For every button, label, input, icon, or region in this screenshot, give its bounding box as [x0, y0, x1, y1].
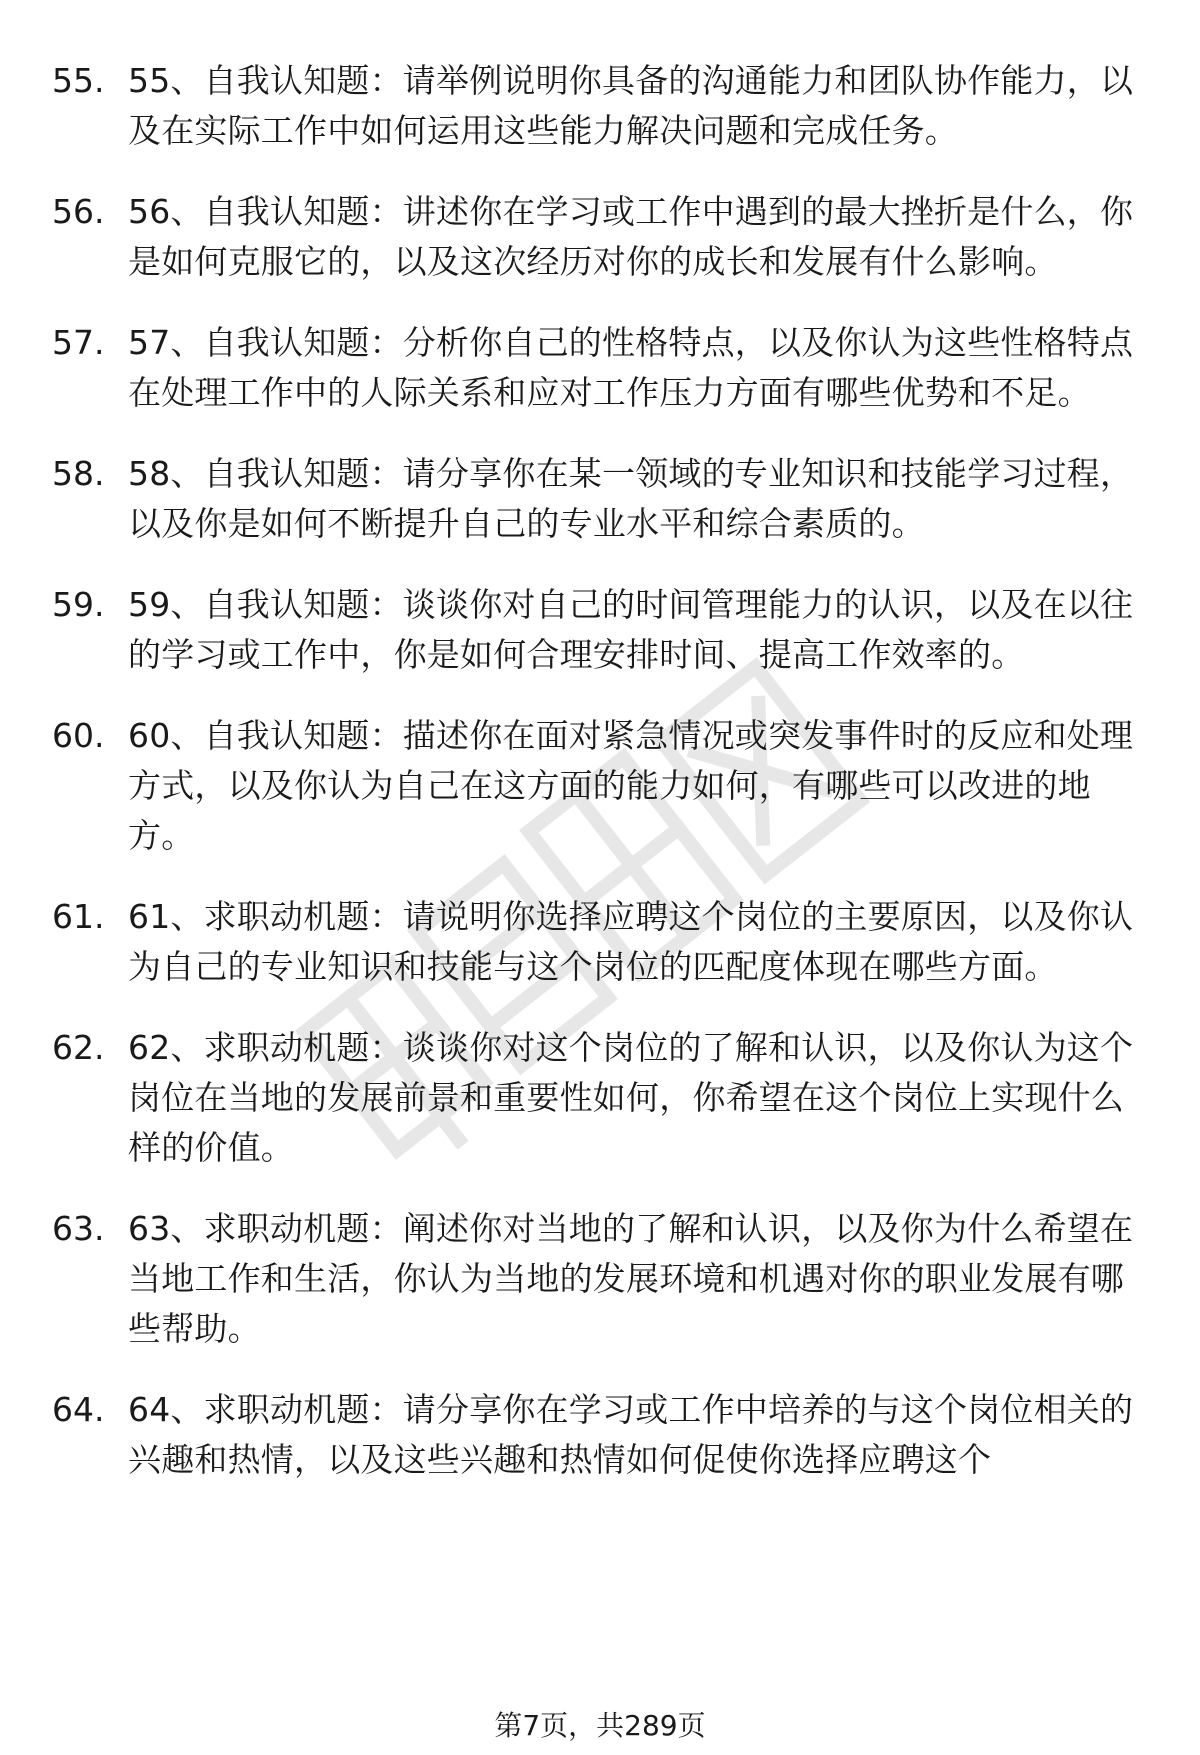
item-text: 62、求职动机题：谈谈你对这个岗位的了解和认识，以及你认为这个岗位在当地的发展前景和重要性如何，你希望在这个岗位上实现什么样的价值。: [128, 1028, 1134, 1167]
item-text: 58、自我认知题：请分享你在某一领域的专业知识和技能学习过程，以及你是如何不断提升自己的专业水平和综合素质的。: [128, 454, 1134, 543]
item-number: 62.: [52, 1028, 105, 1067]
list-item: [0, 1204, 1200, 1354]
page-number-footer: 第7页，共289页: [494, 1709, 706, 1742]
item-number: 57.: [52, 323, 105, 362]
item-number: 58.: [52, 454, 105, 493]
list-item: [0, 711, 1200, 861]
list-item: [0, 580, 1200, 680]
item-number: 64.: [52, 1390, 105, 1429]
item-text: 60、自我认知题：描述你在面对紧急情况或突发事件时的反应和处理方式，以及你认为自己在这方面的能力如何，有哪些可以改进的地方。: [128, 716, 1134, 855]
item-text: 55、自我认知题：请举例说明你具备的沟通能力和团队协作能力，以及在实际工作中如何运用这些能力解决问题和完成任务。: [128, 61, 1134, 150]
list-item: [0, 56, 1200, 156]
list-item: [0, 1385, 1200, 1485]
list-item: [0, 892, 1200, 992]
item-number: 63.: [52, 1209, 105, 1248]
item-number: 56.: [52, 192, 105, 231]
item-text: 56、自我认知题：讲述你在学习或工作中遇到的最大挫折是什么，你是如何克服它的，以及这次经历对你的成长和发展有什么影响。: [128, 192, 1134, 281]
list-item: [0, 187, 1200, 287]
list-item: [0, 449, 1200, 549]
item-number: 61.: [52, 897, 105, 936]
item-number: 60.: [52, 716, 105, 755]
item-number: 59.: [52, 585, 105, 624]
item-text: 61、求职动机题：请说明你选择应聘这个岗位的主要原因，以及你认为自己的专业知识和技能与这个岗位的匹配度体现在哪些方面。: [128, 897, 1134, 986]
list-item: [0, 318, 1200, 418]
question-list: [0, 56, 1200, 1516]
item-text: 64、求职动机题：请分享你在学习或工作中培养的与这个岗位相关的兴趣和热情，以及这些兴趣和热情如何促使你选择应聘这个: [128, 1390, 1134, 1479]
item-text: 59、自我认知题：谈谈你对自己的时间管理能力的认识，以及在以往的学习或工作中，你是如何合理安排时间、提高工作效率的。: [128, 585, 1134, 674]
item-text: 57、自我认知题：分析你自己的性格特点，以及你认为这些性格特点在处理工作中的人际关系和应对工作压力方面有哪些优势和不足。: [128, 323, 1134, 412]
item-text: 63、求职动机题：阐述你对当地的了解和认识，以及你为什么希望在当地工作和生活，你认为当地的发展环境和机遇对你的职业发展有哪些帮助。: [128, 1209, 1134, 1348]
list-item: [0, 1023, 1200, 1173]
item-number: 55.: [52, 61, 105, 100]
